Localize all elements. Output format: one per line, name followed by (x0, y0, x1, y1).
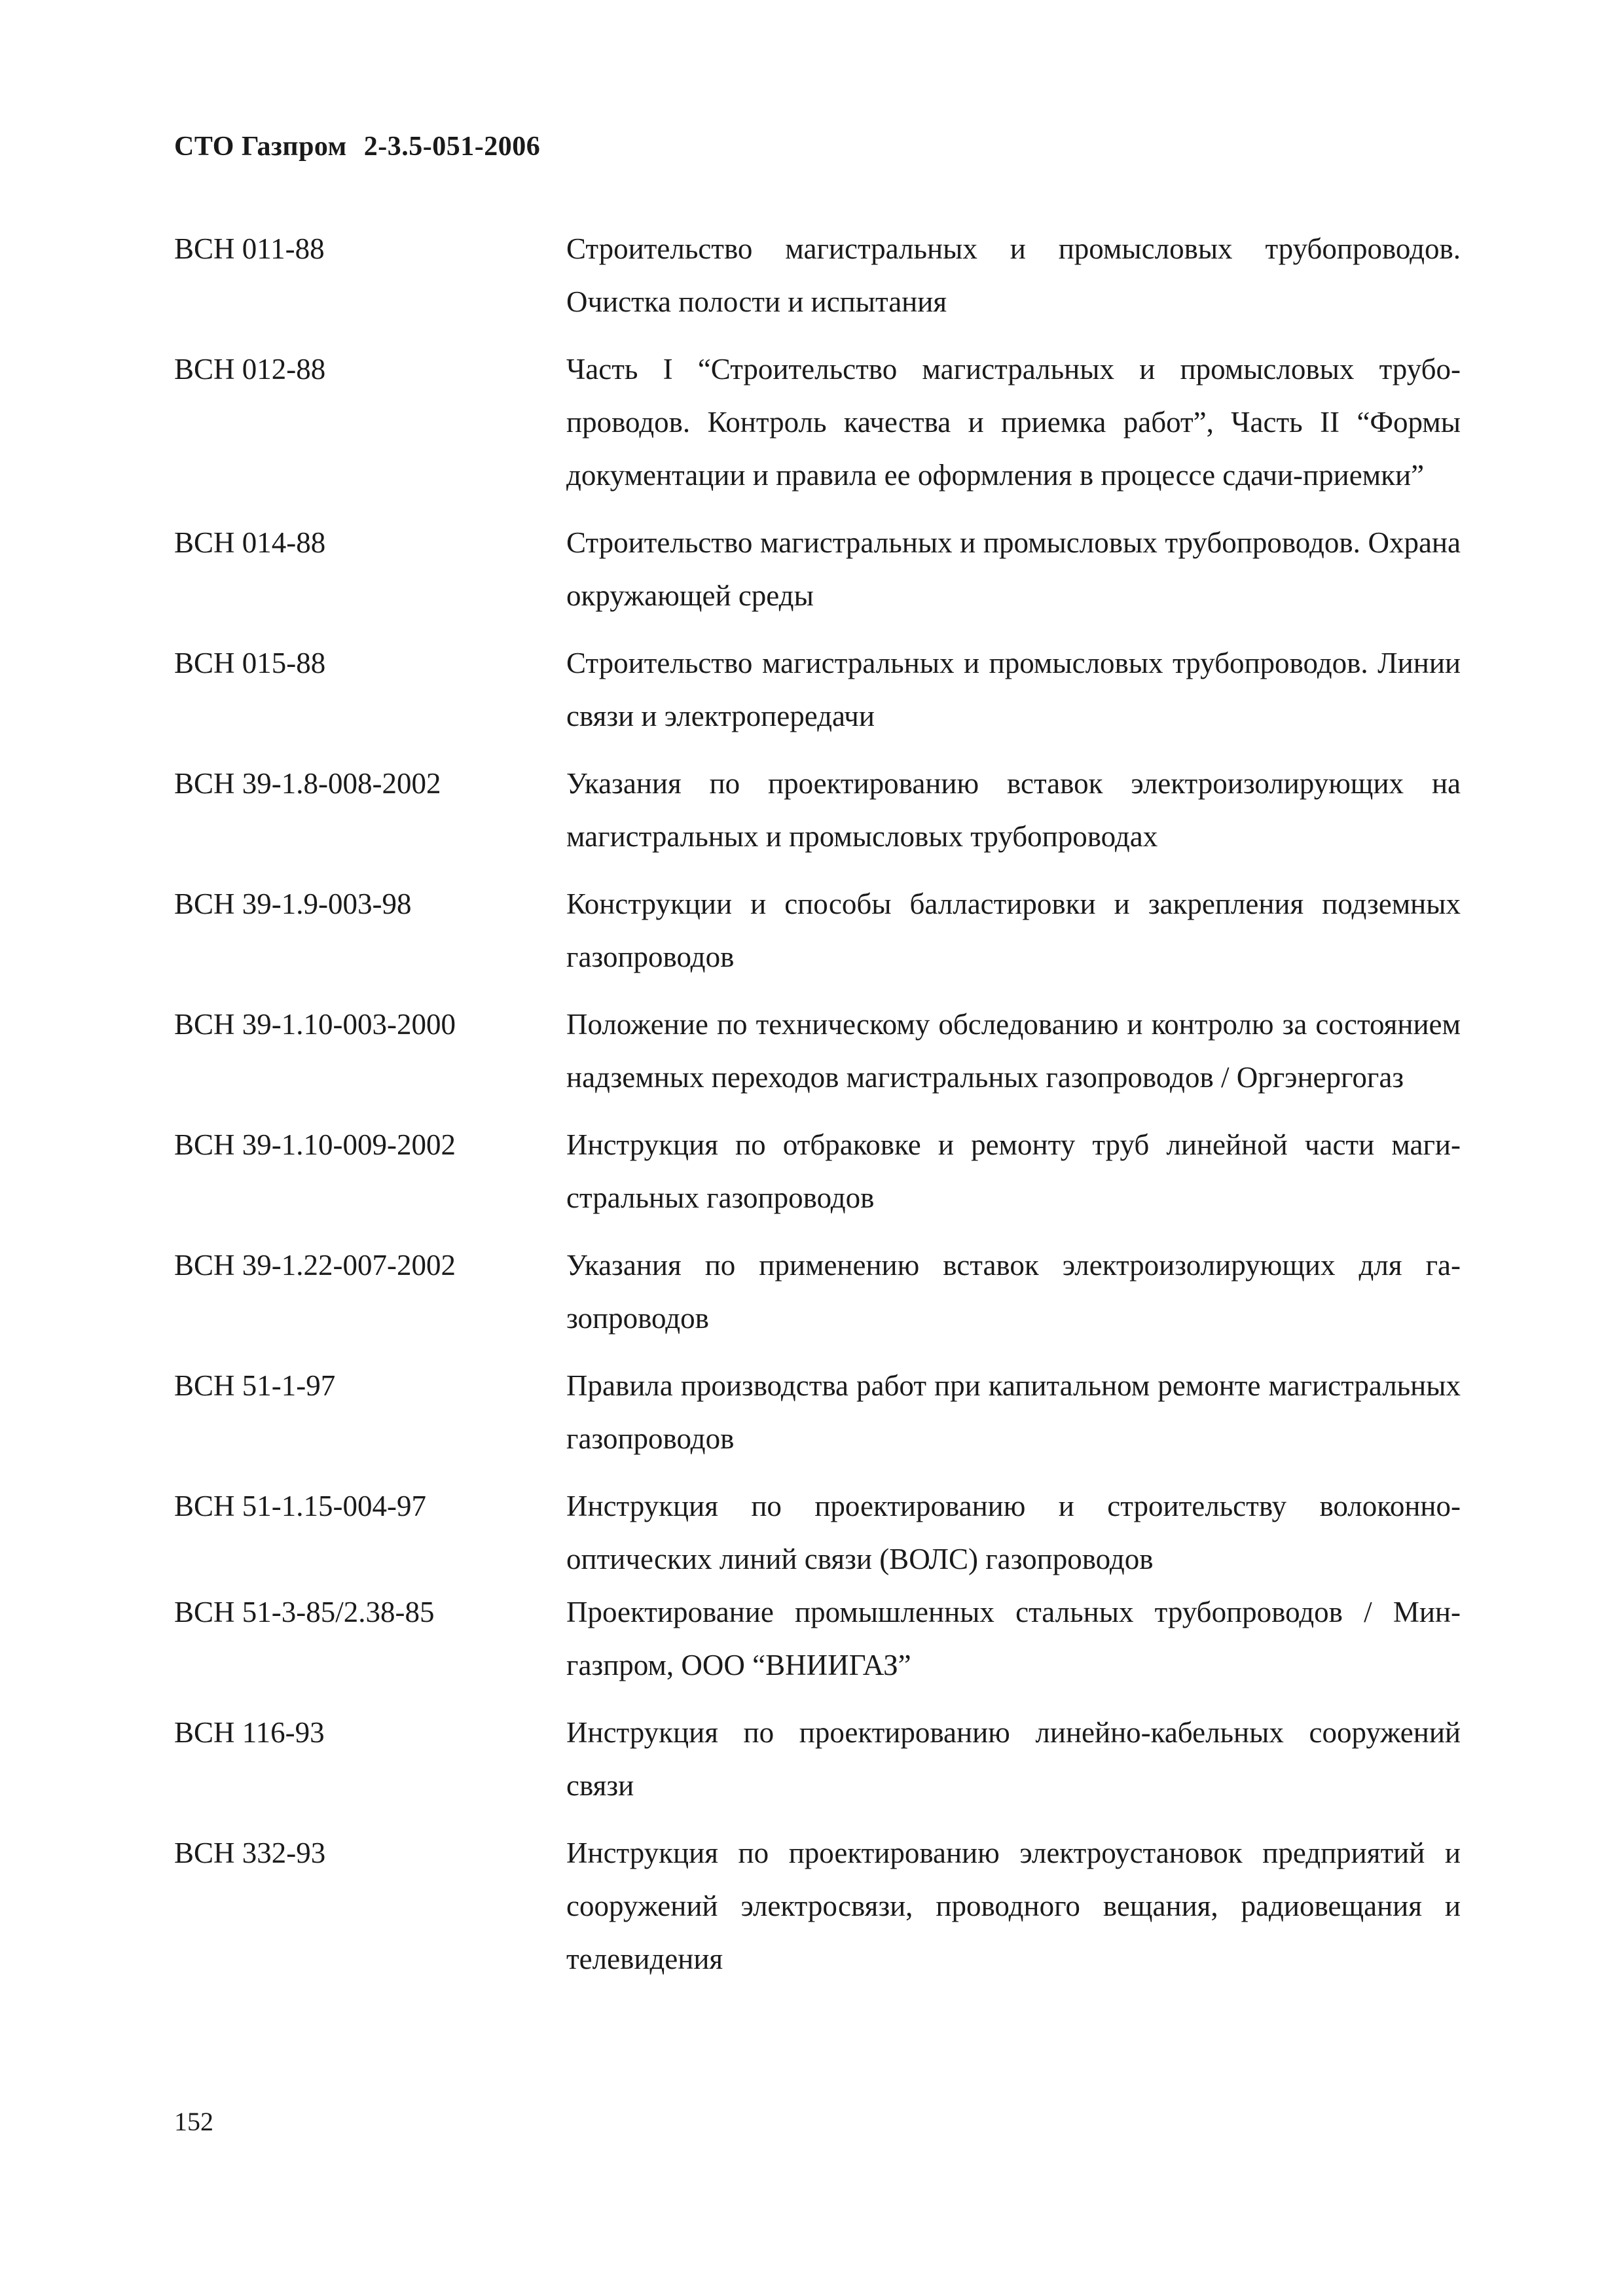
reference-title: Инструкция по отбраковке и ремонту труб линейной части магистральных газопроводов (566, 1128, 1461, 1214)
reference-title: Указания по проектированию вставок электроизолирующих на магистральных и промысловых трубопроводах (566, 767, 1461, 853)
reference-title: Правила производства работ при капитальном ремонте магистральных газопроводов (566, 1369, 1461, 1455)
reference-code: ВСН 39-1.10-003-2000 (174, 1008, 456, 1041)
reference-entry (174, 1359, 1461, 1465)
reference-entry (174, 878, 1461, 984)
reference-entry (174, 637, 1461, 743)
reference-code: ВСН 39-1.22-007-2002 (174, 1249, 456, 1282)
reference-code: ВСН 332-93 (174, 1837, 326, 1869)
reference-entry (174, 516, 1461, 622)
reference-code: ВСН 51-1-97 (174, 1369, 336, 1402)
reference-entry (174, 998, 1461, 1104)
reference-title: Конструкции и способы балластировки и закрепления подземных газопроводов (566, 888, 1461, 973)
reference-list (174, 223, 1461, 2000)
reference-title: Инструкция по проектированию линейно-кабельных сооружений связи (566, 1716, 1461, 1802)
reference-code: ВСН 51-3-85/2.38-85 (174, 1596, 435, 1628)
reference-entry (174, 1827, 1461, 1986)
reference-entry (174, 343, 1461, 502)
reference-title: Проектирование промышленных стальных трубопроводов / Мингазпром, ООО “ВНИИГАЗ” (566, 1596, 1461, 1681)
reference-entry (174, 1480, 1461, 1586)
reference-entry (174, 757, 1461, 863)
reference-code: ВСН 012-88 (174, 353, 326, 386)
header-standard-code: 2-3.5-051-2006 (363, 132, 541, 162)
page-header (174, 131, 540, 162)
reference-entry (174, 1119, 1461, 1225)
reference-entry (174, 1239, 1461, 1345)
reference-title: Строительство магистральных и промысловых трубопроводов. Линии связи и электропередачи (566, 647, 1461, 732)
reference-title: Положение по техническому обследованию и контролю за состоянием надземных переходов магистральных газопроводов / Оргэнергогаз (566, 1008, 1461, 1094)
reference-code: ВСН 39-1.8-008-2002 (174, 767, 441, 800)
reference-title: Строительство магистральных и промысловых трубопроводов. Охрана окружающей среды (566, 526, 1461, 612)
reference-code: ВСН 39-1.9-003-98 (174, 888, 412, 920)
reference-title: Строительство магистральных и промысловых трубопроводов. Очистка полости и испытания (566, 232, 1461, 318)
page-number: 152 (174, 2107, 213, 2136)
reference-code: ВСН 39-1.10-009-2002 (174, 1128, 456, 1161)
reference-code: ВСН 015-88 (174, 647, 326, 679)
reference-code: ВСН 116-93 (174, 1716, 325, 1749)
header-org: СТО Газпром (174, 132, 347, 162)
reference-entry (174, 223, 1461, 329)
reference-entry (174, 1706, 1461, 1812)
reference-entry (174, 1586, 1461, 1692)
reference-title: Указания по применению вставок электроизолирующих для газопроводов (566, 1249, 1461, 1335)
reference-title: Инструкция по проектированию и строительству волоконно-оптических линий связи (ВОЛС) газопроводов (566, 1490, 1461, 1575)
reference-code: ВСН 014-88 (174, 526, 326, 559)
reference-code: ВСН 51-1.15-004-97 (174, 1490, 426, 1522)
reference-code: ВСН 011-88 (174, 232, 325, 265)
reference-title: Часть I “Строительство магистральных и промысловых трубопроводов. Контроль качества и приемка работ”, Часть II “Формы документации и правила ее оформления в процессе сдачи-приемки” (566, 353, 1461, 492)
reference-title: Инструкция по проектированию электроустановок предприятий и сооружений электросвязи, проводного вещания, радиовещания и телевидения (566, 1837, 1461, 1975)
